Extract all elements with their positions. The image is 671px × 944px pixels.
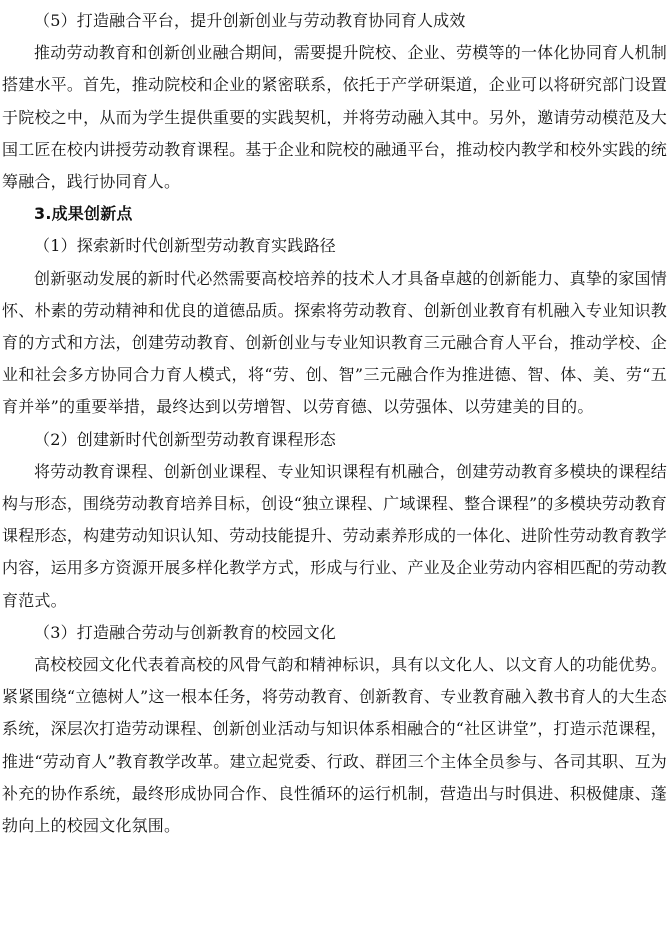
innovation-item-3-body: 高校校园文化代表着高校的风骨气韵和精神标识，具有以文化人、以文育人的功能优势。紧紧围绕“立德树人”这一根本任务，将劳动教育、创新教育、专业教育融入教书育人的大生态系统，深层次打造劳动课程、创新创业活动与知识体系相融合的“社区讲堂”，打造示范课程，推进“劳动育人”教育教学改革。建立起党委、行政、群团三个主体全员参与、各司其职、互为补充的协作系统，最终形成协同合作、良性循环的运行机制，营造出与时俱进、积极健康、蓬勃向上的校园文化氛围。 <box>2 655 667 836</box>
innovation-item-1-title: （1）探索新时代创新型劳动教育实践路径 <box>34 236 336 256</box>
innovation-item-2-body: 将劳动教育课程、创新创业课程、专业知识课程有机融合，创建劳动教育多模块的课程结构与形态，围绕劳动教育培养目标，创设“独立课程、广域课程、整合课程”的多模块劳动教育课程形态，构建劳动知识认知、劳动技能提升、劳动素养形成的一体化、进阶性劳动教育教学内容，运用多方资源开展多样化教学方式，形成与行业、产业及企业劳动内容相匹配的劳动教育范式。 <box>2 461 667 610</box>
section-5-body: 推动劳动教育和创新创业融合期间，需要提升院校、企业、劳模等的一体化协同育人机制搭建水平。首先，推动院校和企业的紧密联系，依托于产学研渠道，企业可以将研究部门设置于院校之中，从而为学生提供重要的实践契机，并将劳动融入其中。另外，邀请劳动模范及大国工匠在校内讲授劳动教育课程。基于企业和院校的融通平台，推动校内教学和校外实践的统筹融合，践行协同育人。 <box>2 43 667 192</box>
innovation-item-2-title: （2）创建新时代创新型劳动教育课程形态 <box>34 429 336 449</box>
section-5-heading: （5）打造融合平台，提升创新创业与劳动教育协同育人成效 <box>34 11 466 30</box>
innovation-item-3-title: （3）打造融合劳动与创新教育的校园文化 <box>34 622 336 642</box>
innovation-points-heading: 3.成果创新点 <box>34 204 133 224</box>
innovation-item-1-body: 创新驱动发展的新时代必然需要高校培养的技术人才具备卓越的创新能力、真挚的家国情怀、朴素的劳动精神和优良的道德品质。探索将劳动教育、创新创业教育有机融入专业知识教育的方式和方法，创建劳动教育、创新创业与专业知识教育三元融合育人平台，推动学校、企业和社会多方协同合力育人模式，将“劳、创、智”三元融合作为推进德、智、体、美、劳“五育并举”的重要举措，最终达到以劳增智、以劳育德、以劳强体、以劳建美的目的。 <box>2 268 667 417</box>
